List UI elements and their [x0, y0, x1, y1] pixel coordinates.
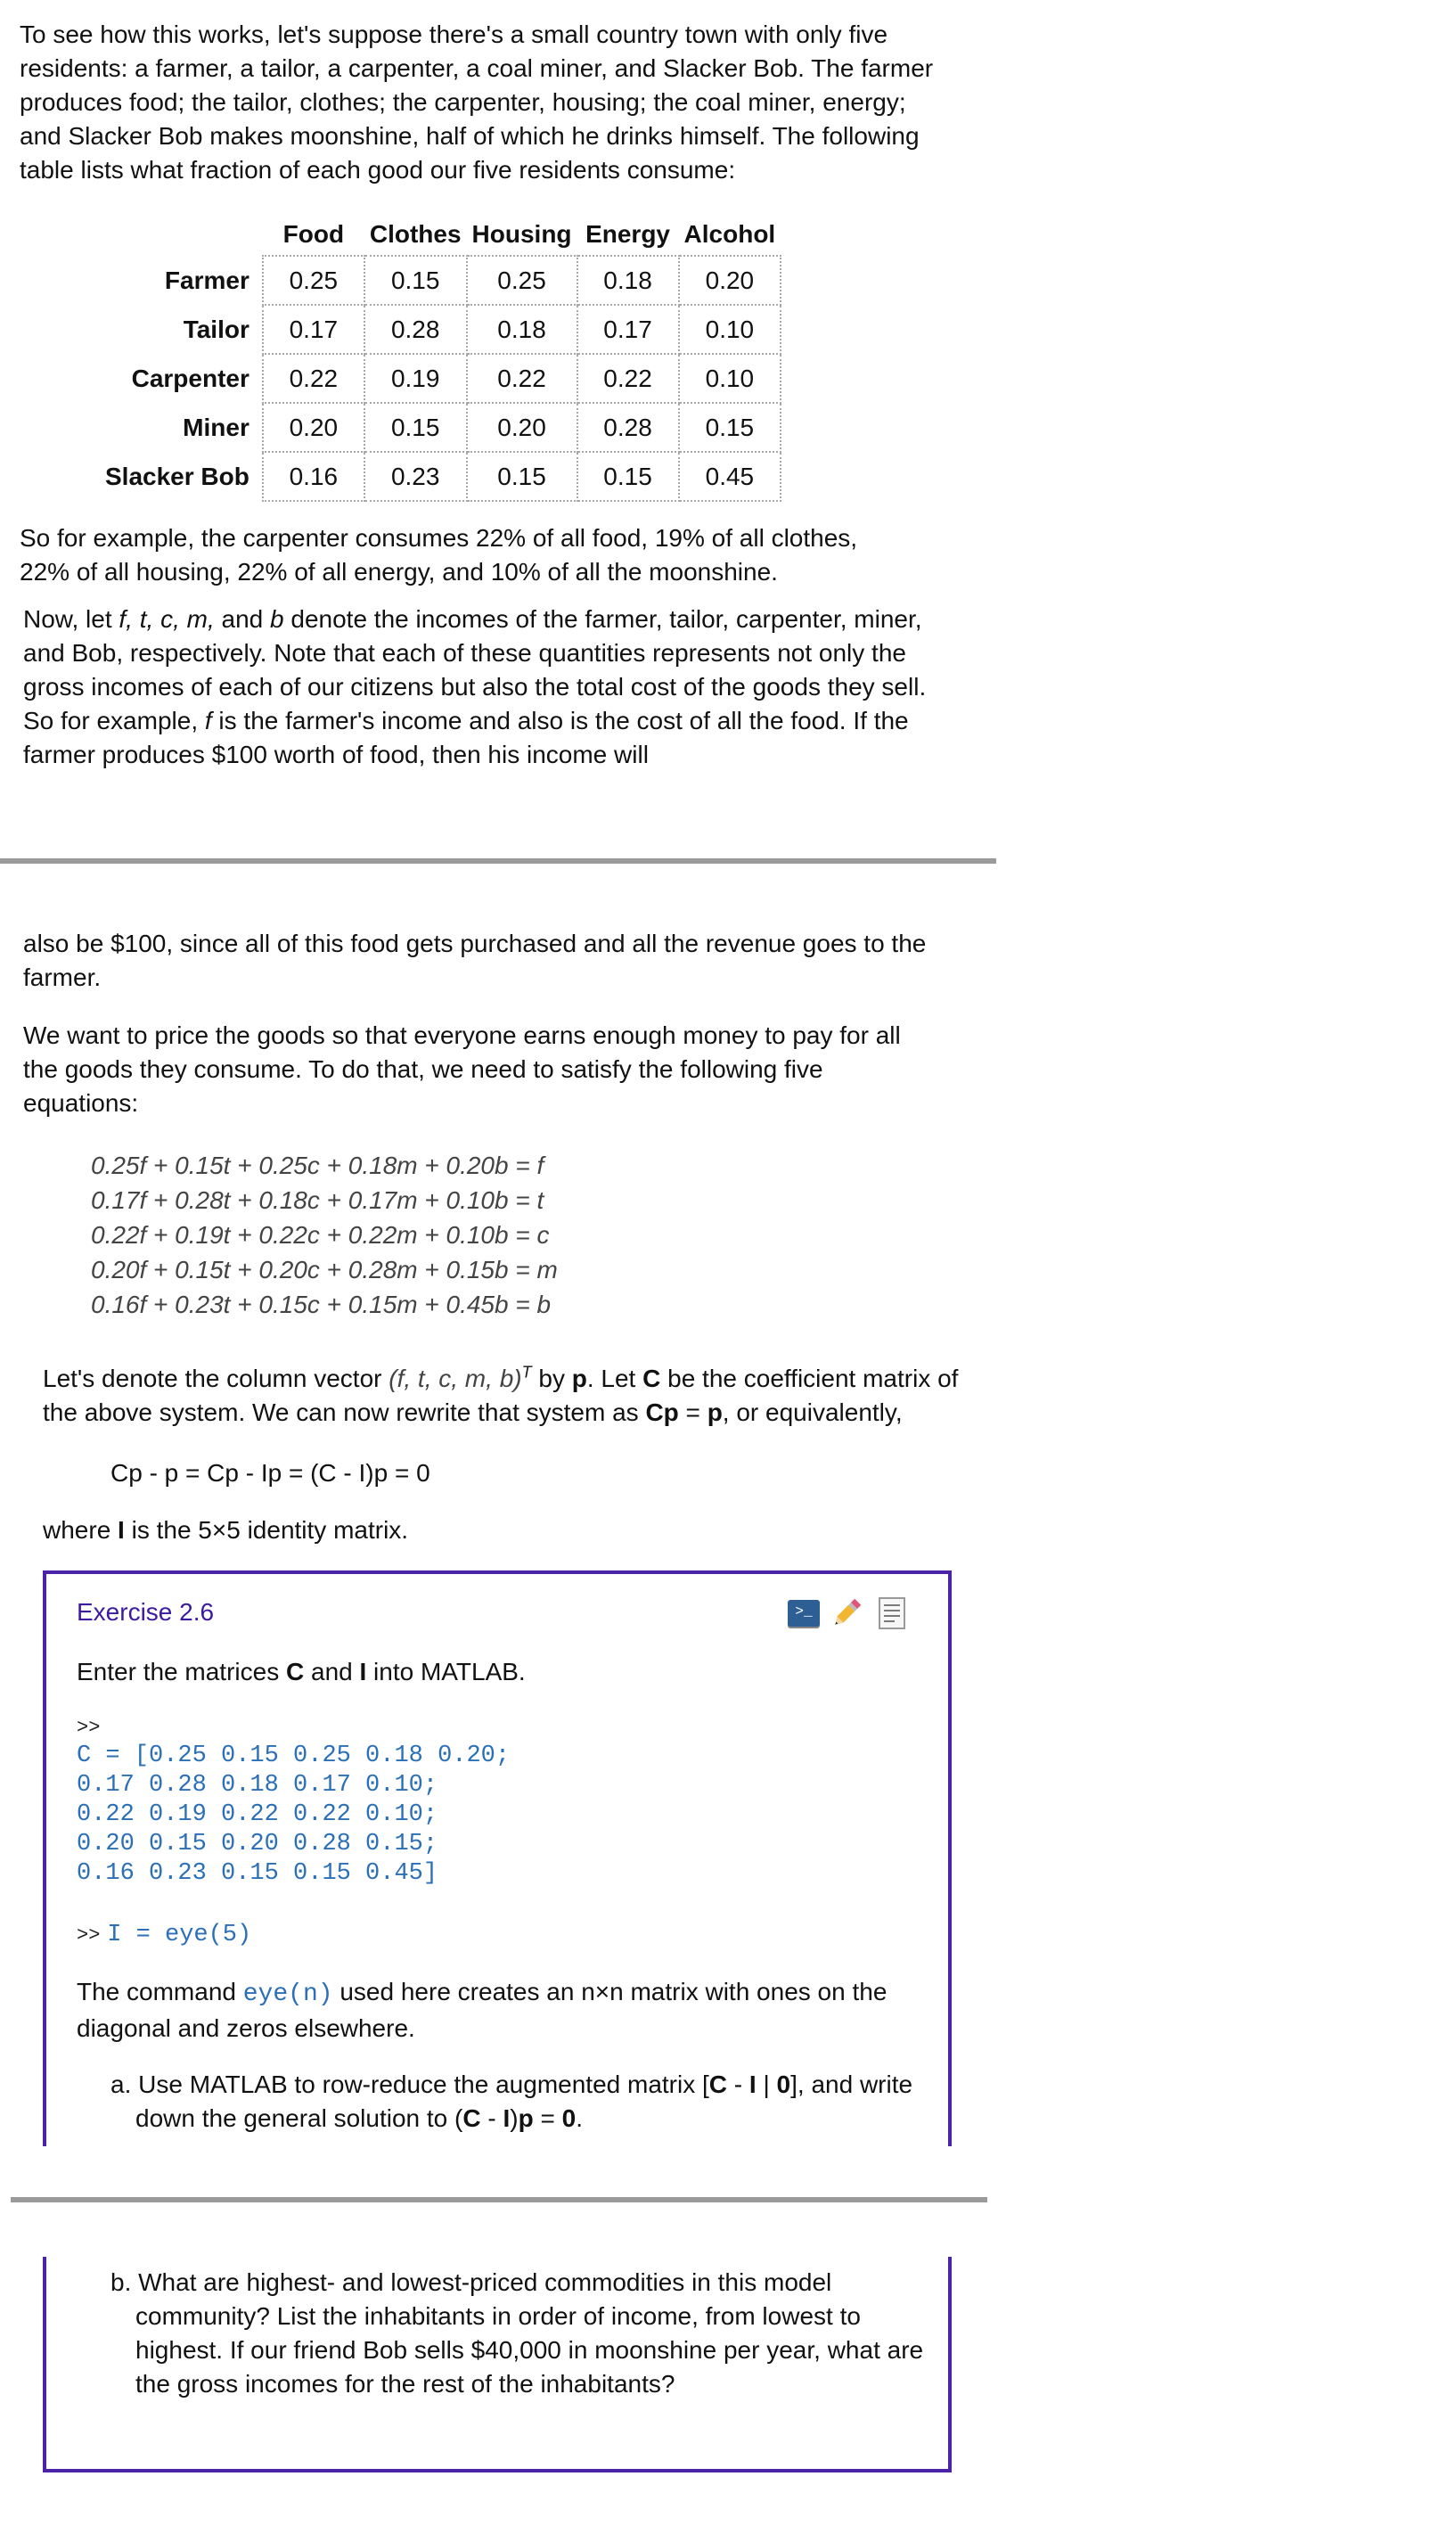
table-cell: 0.45 — [679, 452, 781, 501]
table-header-row — [105, 214, 781, 256]
table-cell: 0.20 — [263, 403, 364, 452]
column-header-food: Food — [282, 220, 345, 248]
table-row-tailor — [105, 305, 781, 354]
revenue-paragraph: also be $100, since all of this food gets purchased and all the revenue goes to the farmer. — [23, 930, 927, 991]
table-cell: 0.15 — [577, 452, 679, 501]
table-cell: 0.17 — [263, 305, 364, 354]
equation-line: 0.20f + 0.15t + 0.20c + 0.28m + 0.15b = m — [91, 1256, 558, 1283]
display-equation: Cp - p = Cp - Ip = (C - I)p = 0 — [110, 1459, 430, 1487]
consumption-table — [105, 214, 781, 502]
equation-line: 0.16f + 0.23t + 0.15c + 0.15m + 0.45b = b — [91, 1291, 552, 1318]
matlab-eye-line[interactable]: >> I = eye(5) — [77, 1922, 252, 1948]
table-cell: 0.20 — [467, 403, 577, 452]
table-cell: 0.18 — [467, 305, 577, 354]
table-cell: 0.15 — [679, 403, 781, 452]
equation-line: 0.25f + 0.15t + 0.25c + 0.18m + 0.20b = f — [91, 1152, 544, 1179]
table-row-farmer — [105, 256, 781, 305]
column-header-energy: Energy — [585, 220, 671, 248]
table-cell: 0.16 — [263, 452, 364, 501]
table-cell: 0.20 — [679, 256, 781, 305]
matlab-code-matrix-c[interactable]: C = [0.25 0.15 0.25 0.18 0.20; 0.17 0.28 0.18 0.17 0.10; 0.22 0.19 0.22 0.22 0.10; 0.20 0.15 0.20 0.28 0.15; 0.16 0.23 0.15 0.15 0.45] — [77, 1742, 511, 1887]
pencil-icon[interactable] — [829, 1595, 864, 1631]
row-header: Farmer — [164, 266, 249, 294]
table-cell: 0.22 — [467, 354, 577, 403]
terminal-icon[interactable]: >_ — [788, 1600, 820, 1627]
equation-system — [91, 1148, 558, 1322]
eye-explanation: The command eye(n) used here creates an n×n matrix with ones on the diagonal and zeros elsewhere. — [77, 1978, 888, 2042]
matlab-code-eye: I = eye(5) — [107, 1922, 252, 1948]
table-cell: 0.10 — [679, 354, 781, 403]
equation-line: 0.22f + 0.19t + 0.22c + 0.22m + 0.10b = c — [91, 1221, 550, 1249]
incomes-paragraph: Now, let f, t, c, m, and b denote the incomes of the farmer, tailor, carpenter, miner, and Bob, respectively. Note that each of these quantities represents not only the gross incomes of each of our citizens but also the total cost of the goods they sell. So for example, f is the farmer's income and also is the cost of all the food. If the farmer produces $100 worth of food, then his income will — [23, 605, 927, 768]
column-header-clothes: Clothes — [369, 220, 462, 248]
page-break-divider — [11, 2197, 987, 2202]
table-row-slacker-bob — [105, 452, 781, 501]
matlab-prompt: >> — [77, 1717, 101, 1739]
row-header: Slacker Bob — [105, 462, 249, 490]
table-cell: 0.18 — [577, 256, 679, 305]
pricing-paragraph: We want to price the goods so that everyone earns enough money to pay for all the goods they consume. To do that, we need to satisfy the following five equations: — [23, 1021, 901, 1117]
table-cell: 0.25 — [467, 256, 577, 305]
table-cell: 0.28 — [577, 403, 679, 452]
table-cell: 0.19 — [364, 354, 467, 403]
column-header-housing: Housing — [471, 220, 572, 248]
table-corner — [105, 214, 263, 256]
row-header: Carpenter — [131, 364, 249, 392]
inline-code-eye: eye(n) — [242, 1980, 333, 2008]
exercise-title: Exercise 2.6 — [77, 1598, 215, 1626]
table-cell: 0.15 — [467, 452, 577, 501]
table-cell: 0.15 — [364, 256, 467, 305]
exercise-intro: Enter the matrices C and I into MATLAB. — [77, 1658, 526, 1685]
carpenter-example-paragraph: So for example, the carpenter consumes 22% of all food, 19% of all clothes, 22% of all housing, 22% of all energy, and 10% of all the moonshine. — [20, 524, 858, 586]
equation-line: 0.17f + 0.28t + 0.18c + 0.17m + 0.10b = t — [91, 1186, 544, 1214]
row-header: Miner — [183, 413, 249, 441]
table-cell: 0.22 — [577, 354, 679, 403]
exercise-part-b: b. What are highest- and lowest-priced commodities in this model community? List the inhabitants in order of income, from lowest to highest. If our friend Bob sells $40,000 in moonshine per year, what are the gross incomes for the rest of the inhabitants? — [110, 2268, 924, 2398]
table-row-miner — [105, 403, 781, 452]
matrix-form-paragraph: Let's denote the column vector (f, t, c, m, b)$^T$ by p. Let C be the coefficient matrix of the above system. We can now rewrite that system as Cp = p, or equivalently, — [43, 1363, 959, 1426]
identity-paragraph: where I is the 5×5 identity matrix. — [43, 1516, 409, 1544]
row-header: Tailor — [183, 315, 249, 343]
table-cell: 0.10 — [679, 305, 781, 354]
column-header-alcohol: Alcohol — [683, 220, 776, 248]
exercise-part-a: a. Use MATLAB to row-reduce the augmented matrix [C - I | 0], and write down the general solution to (C - I)p = 0. — [110, 2070, 913, 2132]
table-cell: 0.25 — [263, 256, 364, 305]
table-cell: 0.22 — [263, 354, 364, 403]
table-cell: 0.23 — [364, 452, 467, 501]
intro-paragraph: To see how this works, let's suppose there's a small country town with only five residents: a farmer, a tailor, a carpenter, a coal miner, and Slacker Bob. The farmer produces food; the tailor, clothes; the carpenter, housing; the coal miner, energy; and Slacker Bob makes moonshine, half of which he drinks himself. The following table lists what fraction of each good our five residents consume: — [20, 20, 934, 184]
table-row-carpenter — [105, 354, 781, 403]
table-cell: 0.17 — [577, 305, 679, 354]
table-cell: 0.15 — [364, 403, 467, 452]
table-cell: 0.28 — [364, 305, 467, 354]
page-break-divider — [0, 858, 996, 864]
notes-icon[interactable] — [877, 1595, 907, 1631]
